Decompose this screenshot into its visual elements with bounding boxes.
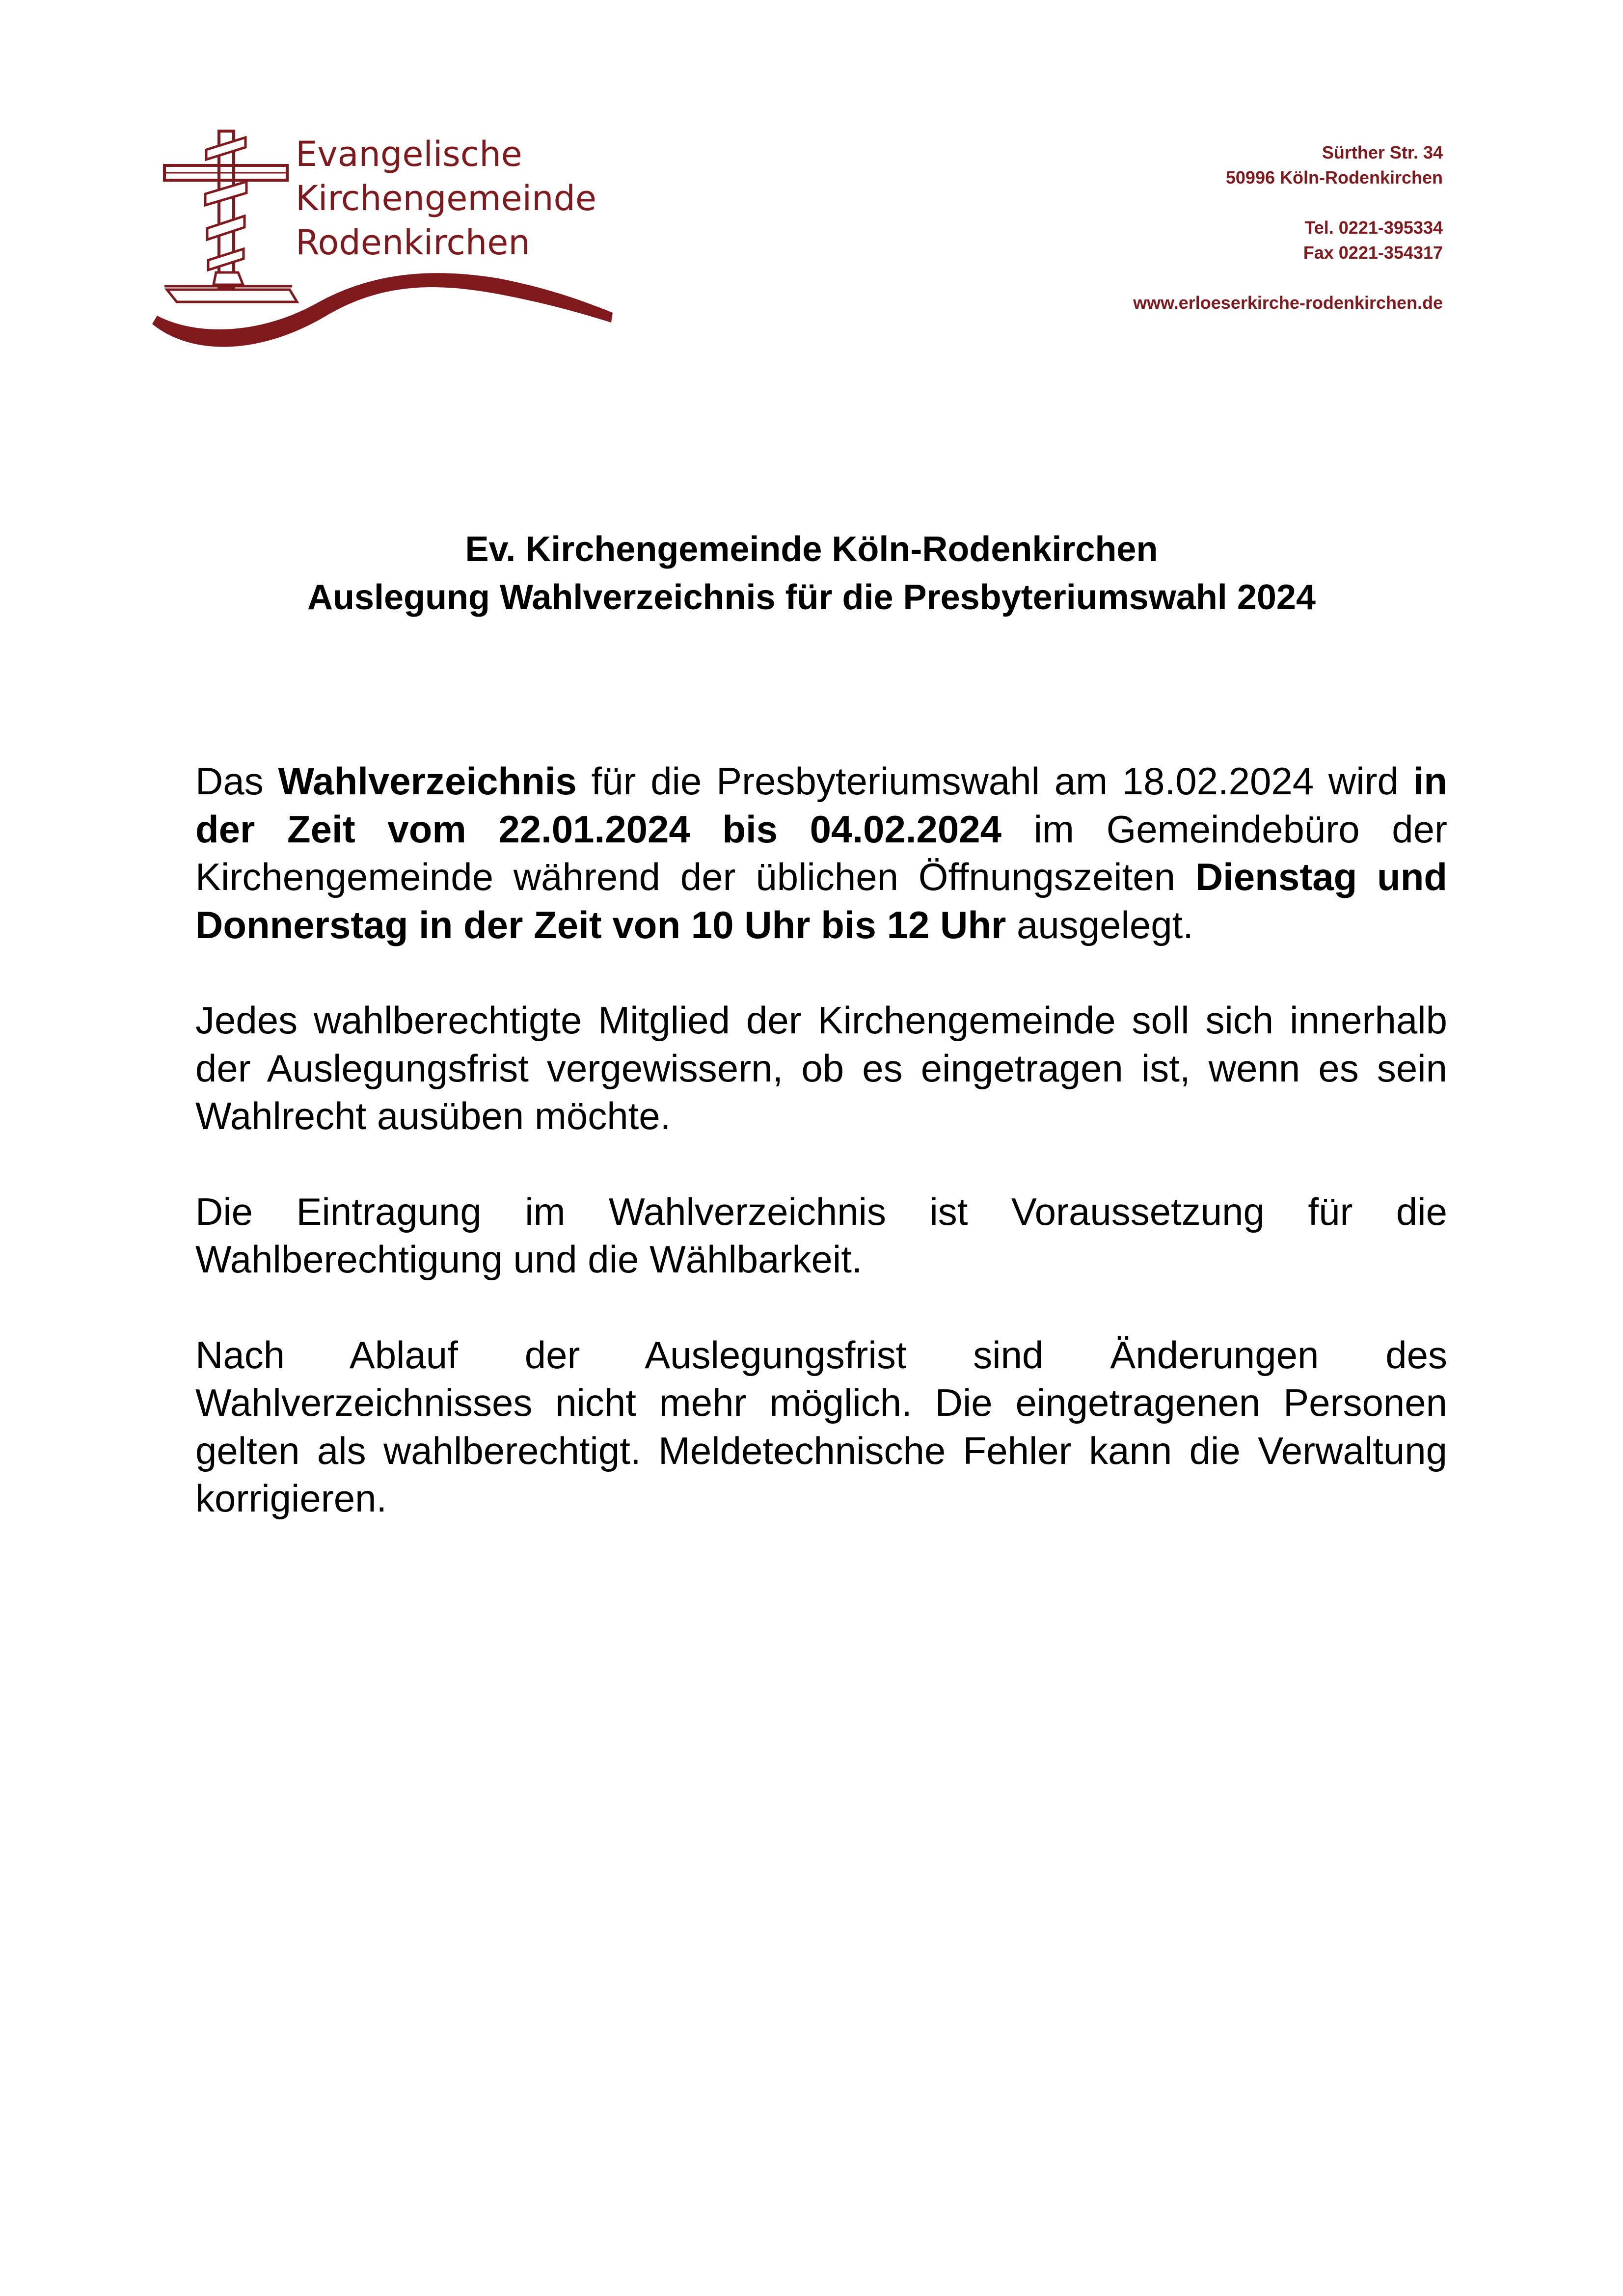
logo-text — [296, 132, 596, 265]
p1-text-c: für die Presbyteriumswahl am 18.02.2024 wird — [576, 759, 1413, 803]
contact-street: Sürther Str. 34 — [1322, 142, 1443, 162]
logo-line-1: Evangelische — [296, 134, 522, 174]
document-heading — [0, 525, 1623, 621]
paragraph-4: Nach Ablauf der Auslegungsfrist sind Änderungen des Wahlverzeichnisses nicht mehr möglich. Die eingetragenen Personen gelten als wahlberechtigt. Meldetechnische Fehler kann die Verwaltung korrigieren. — [195, 1333, 1447, 1520]
p1-bold-wahlverzeichnis: Wahlverzeichnis — [278, 759, 577, 803]
paragraph-2: Jedes wahlberechtigte Mitglied der Kirchengemeinde soll sich innerhalb der Auslegungsfrist vergewissern, ob es eingetragen ist, wenn es sein Wahlrecht ausüben möchte. — [195, 999, 1447, 1137]
contact-city: 50996 Köln-Rodenkirchen — [1225, 167, 1443, 188]
p1-text-e: im Gemeindebüro der Kirchengemeinde während der üblichen Öffnungszeiten — [195, 807, 1447, 898]
document-body — [195, 757, 1447, 1570]
paragraph-3: Die Eintragung im Wahlverzeichnis ist Voraussetzung für die Wahlberechtigung und die Wählbarkeit. — [195, 1189, 1447, 1281]
contact-spacer — [1133, 265, 1443, 290]
church-logo — [147, 125, 628, 361]
logo-line-2: Kirchengemeinde — [296, 178, 596, 218]
contact-spacer — [1133, 190, 1443, 215]
logo-line-3: Rodenkirchen — [296, 222, 530, 263]
heading-line-1: Ev. Kirchengemeinde Köln-Rodenkirchen — [465, 530, 1158, 569]
contact-block — [1133, 140, 1443, 315]
paragraph-1 — [195, 757, 1447, 949]
p1-text-g: ausgelegt. — [1006, 903, 1193, 946]
p1-bold-hours: Dienstag und Donnerstag in der Zeit von 10 Uhr bis 12 Uhr — [195, 855, 1447, 946]
p1-bold-period: in der Zeit vom 22.01.2024 bis 04.02.2024 — [195, 759, 1447, 851]
contact-fax: Fax 0221-354317 — [1303, 243, 1443, 263]
heading-line-2: Auslegung Wahlverzeichnis für die Presbyteriumswahl 2024 — [307, 578, 1316, 617]
contact-phone: Tel. 0221-395334 — [1304, 217, 1443, 238]
contact-website: www.erloeserkirche-rodenkirchen.de — [1133, 293, 1443, 313]
p1-text-a: Das — [195, 759, 278, 803]
